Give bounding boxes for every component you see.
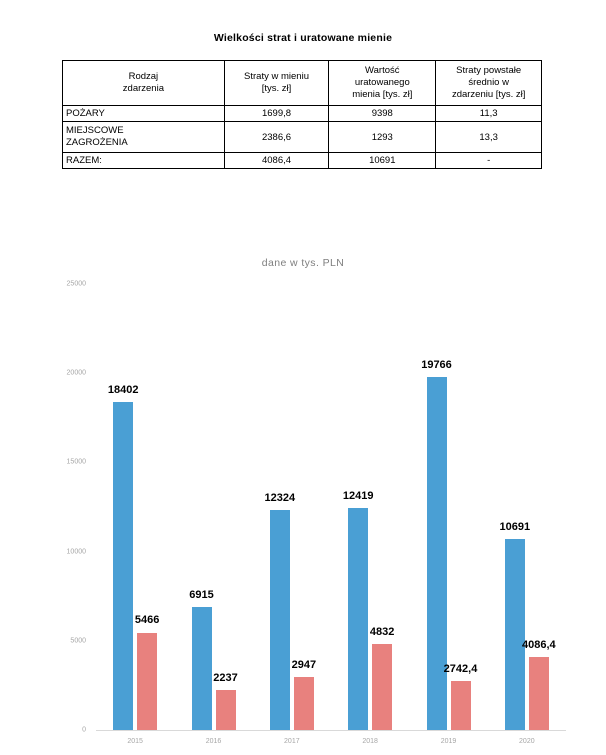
bar-value-label: 12324 <box>264 492 296 505</box>
y-axis-tick-label: 10000 <box>66 548 86 556</box>
header-line: Straty powstałe <box>456 65 522 77</box>
bar <box>529 657 549 730</box>
cell-line: RAZEM: <box>66 154 102 166</box>
table-header-average-losses <box>436 61 542 106</box>
bar-value-label: 4832 <box>369 625 395 638</box>
x-axis-tick-label: 2015 <box>127 738 143 745</box>
table-cell-value: 9398 <box>329 106 436 122</box>
table-header-saved-value <box>329 61 436 106</box>
bar <box>216 690 236 730</box>
x-axis-tick-label: 2019 <box>440 738 457 745</box>
bar <box>451 681 471 730</box>
bar-value-label: 2742,4 <box>443 663 478 676</box>
x-axis-tick-label: 2020 <box>519 738 535 745</box>
bar <box>372 644 392 730</box>
bar-chart <box>0 232 606 755</box>
bar <box>427 377 447 730</box>
bar <box>192 607 212 730</box>
cell-line: MIEJSCOWE <box>66 125 124 137</box>
table-cell-value: 10691 <box>329 153 436 169</box>
table-cell-value: 11,3 <box>436 106 542 122</box>
table-cell-label <box>63 122 225 153</box>
bar <box>113 402 133 730</box>
table-header-row <box>63 61 542 106</box>
table-cell-value: 13,3 <box>436 122 542 153</box>
table-cell-label <box>63 106 225 122</box>
chart-title: dane w tys. PLN <box>261 257 345 269</box>
y-axis-tick-label: 15000 <box>66 458 86 466</box>
bar-value-label: 5466 <box>134 614 160 627</box>
table-cell-label <box>63 153 225 169</box>
table-cell-value: 1293 <box>329 122 436 153</box>
bar-value-label: 12419 <box>342 490 374 503</box>
table-header-property-losses <box>224 61 328 106</box>
header-line: Straty w mieniu <box>244 71 309 83</box>
x-axis-line <box>96 730 566 731</box>
table-header-event-type <box>63 61 225 106</box>
header-line: Wartość <box>365 65 400 77</box>
table-title: Wielkości strat i uratowane mienie <box>213 32 393 44</box>
header-line: Rodzaj <box>128 71 159 83</box>
table-row <box>63 153 542 169</box>
header-line: zdarzenia <box>122 83 164 94</box>
y-axis-tick-label: 25000 <box>66 280 86 288</box>
bar-value-label: 2947 <box>291 659 317 672</box>
y-axis-tick-label: 5000 <box>70 637 86 645</box>
y-axis-tick-label: 20000 <box>66 369 86 377</box>
header-line: uratowanego <box>354 77 410 89</box>
table-row <box>63 122 542 153</box>
x-axis <box>96 734 566 752</box>
header-line: średnio w <box>468 77 509 89</box>
plot-area <box>96 284 566 730</box>
bar <box>294 677 314 730</box>
bar-value-label: 2237 <box>213 672 238 685</box>
bar-value-label: 19766 <box>421 359 452 372</box>
x-axis-tick-label: 2018 <box>362 738 378 745</box>
cell-line: POŻARY <box>66 107 105 119</box>
bar <box>270 510 290 730</box>
header-line: [tys. zł] <box>261 83 292 94</box>
y-axis-tick-label: 0 <box>82 726 86 734</box>
header-line: zdarzeniu [tys. zł] <box>451 88 526 100</box>
bar <box>348 508 368 730</box>
table-cell-value: - <box>436 153 542 169</box>
table-cell-value: 2386,6 <box>224 122 328 153</box>
bar-value-label: 6915 <box>189 588 214 601</box>
header-line: mienia [tys. zł] <box>352 88 413 100</box>
bar-value-label: 18402 <box>107 383 139 396</box>
table-cell-value: 4086,4 <box>224 153 328 169</box>
x-axis-tick-label: 2016 <box>205 738 222 745</box>
bar <box>137 633 157 731</box>
table-cell-value: 1699,8 <box>224 106 328 122</box>
losses-table <box>62 60 542 169</box>
cell-line: ZAGROŻENIA <box>66 137 128 148</box>
y-axis <box>0 280 92 734</box>
x-axis-tick-label: 2017 <box>284 738 300 745</box>
bar <box>505 539 525 730</box>
bar-value-label: 4086,4 <box>522 639 556 652</box>
bar-value-label: 10691 <box>499 521 531 534</box>
table-row <box>63 106 542 122</box>
